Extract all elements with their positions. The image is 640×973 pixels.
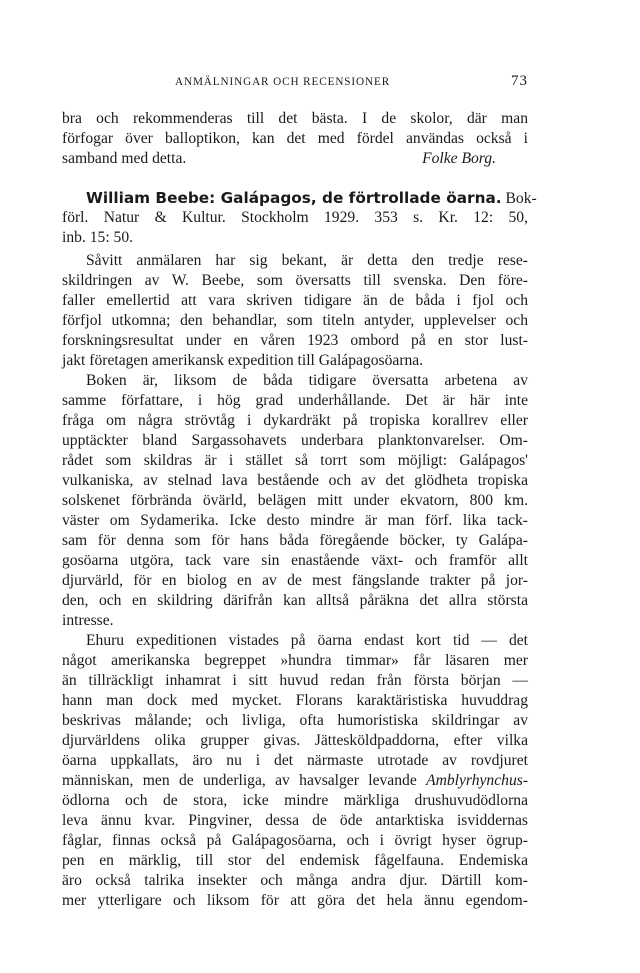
- text-line: öarna uppkallats, äro nu i det närmaste utrotade av rovdjuret: [62, 752, 528, 769]
- text-line: leva ännu kvar. Pingviner, dessa de öde antarktiska isviddernas: [62, 812, 528, 829]
- publication-details: förl. Natur & Kultur. Stockholm 1929. 353 s. Kr. 12: 50,: [62, 209, 528, 226]
- text-line: väster om Sydamerika. Icke desto mindre är man förf. lika tack-: [62, 512, 528, 529]
- text-line-content: samband med detta.: [62, 150, 187, 167]
- text-line: bra och rekommenderas till det bästa. I de skolor, där man: [62, 110, 528, 127]
- text-line: solskenet förbrända övärld, belägen mitt under ekvatorn, 800 km.: [62, 492, 528, 509]
- text-line: [62, 771, 528, 791]
- running-title: ANMÄLNINGAR OCH RECENSIONER: [175, 76, 391, 88]
- text-line: [62, 149, 528, 169]
- text-line: djurvärld, för en biolog en av de mest fängslande trakter på jor-: [62, 572, 528, 589]
- text-line: rådet som skildras är i stället så torrt som möjligt: Galápagos': [62, 452, 528, 469]
- text-line: mer ytterligare och liksom för att göra det hela ännu egendom-: [62, 892, 528, 909]
- text-line: hann man dock med mycket. Florans karaktäristiska huvuddrag: [62, 692, 528, 709]
- reviewer-signature: Folke Borg.: [422, 150, 496, 167]
- text-line: förfjol utkomna; den behandlar, som titeln antyder, upplevelser och: [62, 312, 528, 329]
- text-line: faller emellertid att vara skriven tidigare än de båda i fjol och: [62, 292, 528, 309]
- text-line: fråga om några strövtåg i dykardräkt på tropiska korallrev eller: [62, 412, 528, 429]
- text-line-content: människan, men de underliga, av havsalger levande: [62, 772, 417, 789]
- publication-price: inb. 15: 50.: [62, 229, 134, 246]
- text-line: något amerikanska begreppet »hundra timmar» får läsaren mer: [62, 652, 528, 669]
- text-line: fåglar, finnas också på Galápagosöarna, och i övrigt hyser ögrup-: [62, 832, 528, 849]
- text-line: djurvärldens olika grupper givas. Jättesköldpaddorna, efter vilka: [62, 732, 528, 749]
- text-line: Såvitt anmälaren har sig bekant, är detta den tredje rese-: [86, 252, 528, 269]
- review-heading-line: [62, 188, 537, 208]
- text-line: upptäckter bland Sargassohavets underbara planktonvarelser. Om-: [62, 432, 528, 449]
- text-line: den, och en skildring därifrån kan alltså påräkna det allra största: [62, 592, 528, 609]
- text-line: ödlorna och de stora, icke mindre märkliga drushuvudödlorna: [62, 792, 528, 809]
- text-line: gosöarna utgöra, tack vare sin enastående växt- och framför allt: [62, 552, 528, 569]
- text-line: forskningsresultat under en våren 1923 ombord på en stor lust-: [62, 332, 528, 349]
- publisher-start: Bok-: [505, 190, 537, 207]
- text-line: äro också talrika insekter och många andra djur. Därtill kom-: [62, 872, 528, 889]
- text-line: jakt företagen amerikansk expedition till Galápagosöarna.: [62, 352, 424, 369]
- text-line: vulkaniska, av stelnad lava bestående och av det glödheta tropiska: [62, 472, 528, 489]
- text-line: än tillräckligt inhamrat i sitt huvud redan från första början —: [62, 672, 528, 689]
- text-line: Boken är, liksom de båda tidigare översatta arbetena av: [86, 372, 528, 389]
- text-line: intresse.: [62, 612, 114, 629]
- text-line: skildringen av W. Beebe, som översatts till svenska. Den före-: [62, 272, 528, 289]
- text-line: samme författare, i hög grad underhållande. Det är här inte: [62, 392, 528, 409]
- text-line: sam för denna som för hans båda föregående böcker, ty Galápa-: [62, 532, 528, 549]
- running-head: [62, 74, 528, 94]
- text-line: Ehuru expeditionen vistades på öarna endast kort tid — det: [86, 632, 528, 649]
- page-number: 73: [511, 73, 528, 89]
- text-line: förfogar över balloptikon, kan det med fördel användas också i: [62, 130, 528, 147]
- genus-name: Amblyrhynchus-: [426, 772, 529, 789]
- text-line: pen en märklig, till stor del endemisk fågelfauna. Endemiska: [62, 852, 528, 869]
- text-line: beskrivas målande; och livliga, ofta humoristiska skildringar av: [62, 712, 528, 729]
- book-title: William Beebe: Galápagos, de förtrollade öarna.: [86, 189, 502, 207]
